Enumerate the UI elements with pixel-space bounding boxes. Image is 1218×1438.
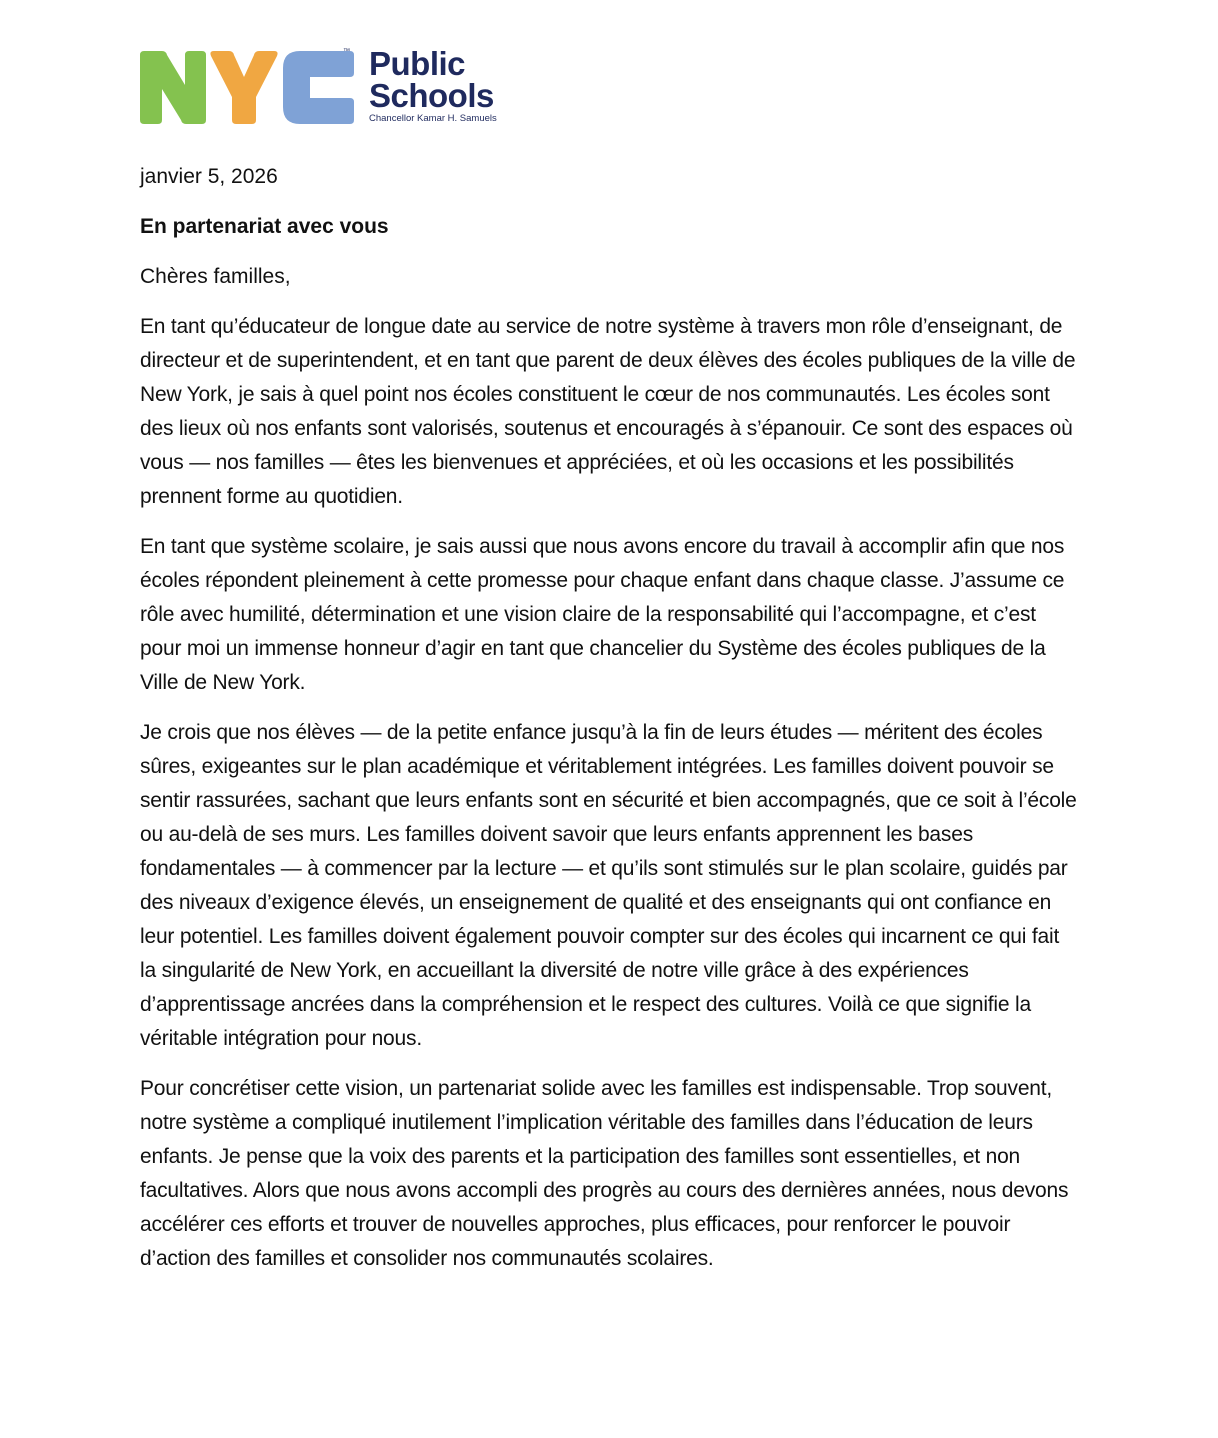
nyc-public-schools-logo [140,45,520,128]
nyc-logo-mark [140,51,356,124]
letter-paragraph: En tant qu’éducateur de longue date au service de notre système à travers mon rôle d’enseignant, de directeur et de superintendent, et en tant que parent de deux élèves des écoles publiques de la ville de New York, je sais à quel point nos écoles constituent le cœur de nos communautés. Les écoles sont des lieux où nos enfants sont valorisés, soutenus et encouragés à s’épanouir. Ce sont des espaces où vous — nos familles — êtes les bienvenues et appréciées, et où les occasions et les possibilités prennent forme au quotidien. [140,315,1076,508]
logo-letter-y [210,51,277,124]
letter-greeting: Chères familles, [140,265,291,288]
logo-letter-n [140,51,206,124]
letter-date: janvier 5, 2026 [140,165,278,188]
letter-heading: En partenariat avec vous [140,215,389,238]
letter-paragraph: Je crois que nos élèves — de la petite enfance jusqu’à la fin de leurs études — méritent des écoles sûres, exigeantes sur le plan académique et véritablement intégrées. Les familles doivent pouvoir se sentir rassurées, sachant que leurs enfants sont en sécurité et bien accompagnés, que ce soit à l’école ou au-delà de ses murs. Les familles doivent savoir que leurs enfants apprennent les bases fondamentales — à commencer par la lecture — et qu’ils sont stimulés sur le plan scolaire, guidés par des niveaux d’exigence élevés, un enseignement de qualité et des enseignants qui ont confiance en leur potentiel. Les familles doivent également pouvoir compter sur des écoles qui incarnent ce qui fait la singularité de New York, en accueillant la diversité de notre ville grâce à des expériences d’apprentissage ancrées dans la compréhension et le respect des cultures. Voilà ce que signifie la véritable intégration pour nous. [140,721,1077,1050]
letter-paragraph: Pour concrétiser cette vision, un partenariat solide avec les familles est indispensable. Trop souvent, notre système a compliqué inutilement l’implication véritable des familles dans l’éducation de leurs enfants. Je pense que la voix des parents et la participation des familles sont essentielles, et non facultatives. Alors que nous avons accompli des progrès au cours des dernières années, nous devons accélérer ces efforts et trouver de nouvelles approches, plus efficaces, pour renforcer le pouvoir d’action des familles et consolider nos communautés scolaires. [140,1077,1069,1270]
letter-body [140,160,1080,1292]
logo-wordmark [369,45,497,125]
logo-line-schools: Schools [369,77,494,114]
trademark-symbol: ™ [343,48,350,55]
letter-paragraph: En tant que système scolaire, je sais aussi que nous avons encore du travail à accomplir afin que nos écoles répondent pleinement à cette promesse pour chaque enfant dans chaque classe. J’assume ce rôle avec humilité, détermination et une vision claire de la responsabilité qui l’accompagne, et c’est pour moi un immense honneur d’agir en tant que chancelier du Système des écoles publiques de la Ville de New York. [140,535,1065,694]
logo-letter-c [283,51,354,124]
logo-line-public: Public [369,45,466,82]
logo-tagline: Chancellor Kamar H. Samuels [369,113,497,124]
